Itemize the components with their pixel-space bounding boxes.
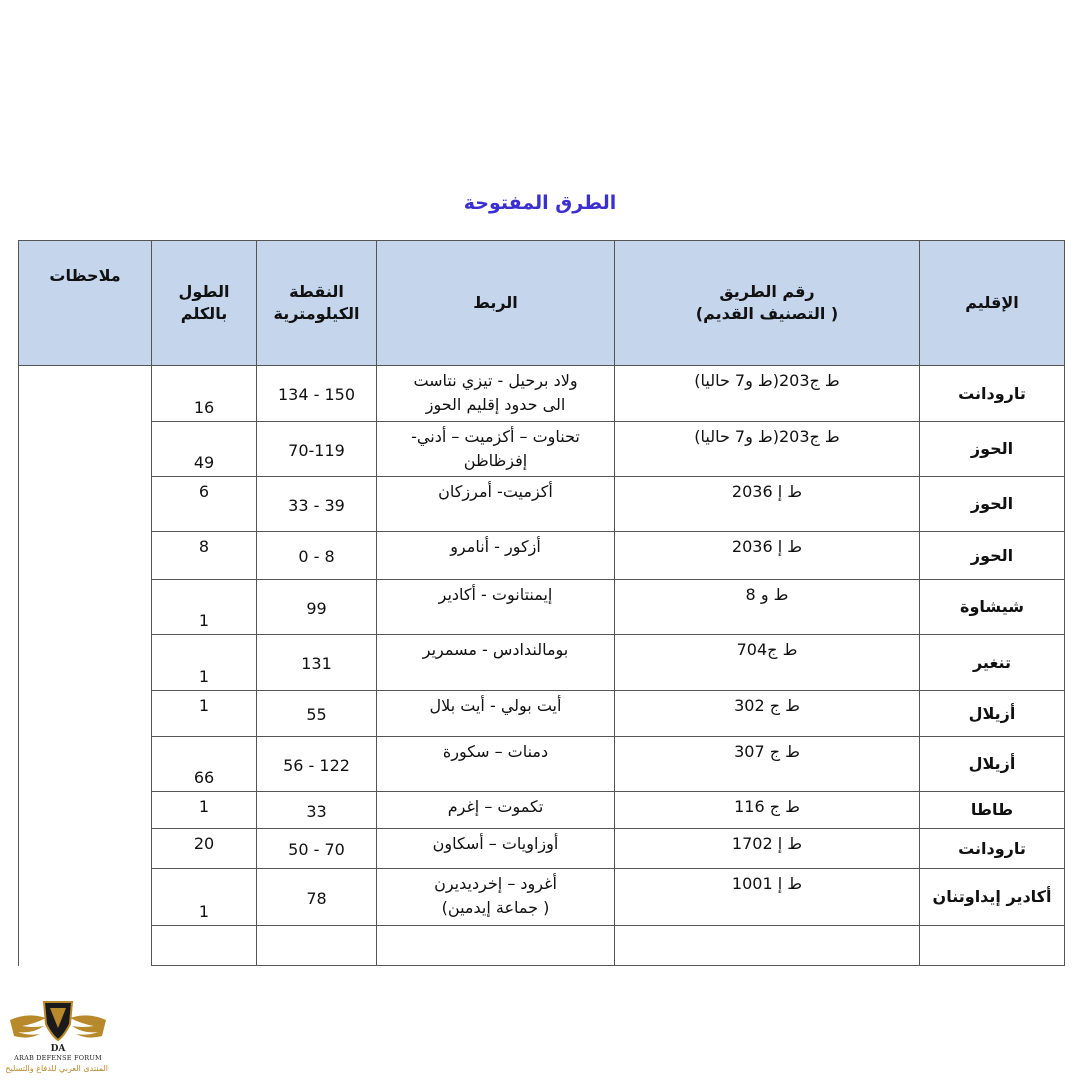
length-cell-line1: 20 <box>193 834 215 853</box>
link-cell-line1: أكزميت- أمرزكان <box>438 482 553 501</box>
length-cell <box>152 422 257 477</box>
logo-text-arabic: المنتدى العربي للدفاع والتسليح <box>5 1064 108 1073</box>
link-cell-line2: إفزظاظن <box>463 451 528 470</box>
road-number-cell <box>615 366 920 422</box>
length-cell <box>152 635 257 691</box>
km-point-cell-line1: 134 - 150 <box>277 385 356 404</box>
km-point-cell <box>257 422 377 477</box>
length-cell <box>152 869 257 926</box>
road-number-header <box>615 241 920 366</box>
province-header: الإقليم <box>920 241 1065 366</box>
length-cell <box>152 737 257 792</box>
logo-text-english: ARAB DEFENSE FORUM <box>14 1054 102 1062</box>
km-point-cell-line1: 131 <box>301 654 332 673</box>
road-number-cell <box>615 422 920 477</box>
link-cell <box>377 869 615 926</box>
province-cell <box>920 477 1065 532</box>
link-cell-line1: أغرود – إخرديديرن <box>434 874 557 893</box>
table-row <box>19 422 1065 477</box>
empty-cell <box>152 926 257 966</box>
link-cell <box>377 635 615 691</box>
km-point-cell <box>257 532 377 580</box>
km-point-cell-line1: 99 <box>306 598 327 618</box>
province-cell-line1: أكادير إيداوتنان <box>932 887 1052 906</box>
link-cell <box>377 829 615 869</box>
km-point-cell <box>257 635 377 691</box>
province-cell <box>920 580 1065 635</box>
km-point-cell-line1: 0 - 8 <box>298 547 335 566</box>
province-cell-line1: أزيلال <box>968 754 1016 773</box>
km-header-line1: النقطة <box>289 282 344 301</box>
link-cell-line1: ولاد برحيل - تيزي نتاست <box>413 371 578 390</box>
empty-cell <box>615 926 920 966</box>
km-point-cell-line1: 50 - 70 <box>288 840 345 859</box>
road-number-cell-line1: ط ج203(ط و7 حاليا) <box>694 427 840 446</box>
link-cell-line2: ( جماعة إيدمين) <box>441 898 550 917</box>
link-cell-line1: أوزاويات – أسكاون <box>432 834 559 853</box>
road-number-cell-line1: ط ج704 <box>736 640 798 659</box>
km-point-cell-line1: 56 - 122 <box>283 755 350 775</box>
province-cell-line1: الحوز <box>970 439 1014 458</box>
road-number-cell-line1: ط إ 1001 <box>731 874 803 893</box>
road-number-cell-line1: ط ج 307 <box>734 742 800 761</box>
table-row <box>19 737 1065 792</box>
road-number-cell <box>615 691 920 737</box>
link-cell-line1: بومالندادس - مسمرير <box>422 640 569 659</box>
road-number-cell <box>615 869 920 926</box>
link-cell <box>377 477 615 532</box>
province-cell-line1: تارودانت <box>958 383 1026 403</box>
notes-cell <box>19 366 152 966</box>
link-cell <box>377 532 615 580</box>
empty-cell <box>920 926 1065 966</box>
length-cell <box>152 792 257 829</box>
length-cell-line1: 1 <box>198 902 210 921</box>
km-point-cell-line1: 33 - 39 <box>288 495 345 515</box>
notes-header: ملاحظات <box>19 241 152 366</box>
province-cell-line1: الحوز <box>970 494 1014 513</box>
road-number-cell <box>615 580 920 635</box>
roads-table-container <box>18 240 1064 921</box>
province-cell <box>920 635 1065 691</box>
table-header-row <box>19 241 1065 366</box>
road-header-line1: رقم الطريق <box>719 282 815 301</box>
empty-cell <box>257 926 377 966</box>
km-point-cell <box>257 737 377 792</box>
link-cell-line1: تحناوت – أكزميت – أدني- <box>411 427 580 446</box>
table-row <box>19 691 1065 737</box>
province-cell-line1: شيشاوة <box>960 597 1024 616</box>
province-cell <box>920 829 1065 869</box>
province-cell <box>920 366 1065 422</box>
length-cell <box>152 580 257 635</box>
table-row <box>19 477 1065 532</box>
length-cell <box>152 532 257 580</box>
km-point-cell-line1: 70-119 <box>288 440 345 460</box>
road-number-cell <box>615 829 920 869</box>
length-cell-line1: 6 <box>198 482 210 501</box>
link-cell <box>377 691 615 737</box>
link-cell-line1: إيمنتانوت - أكادير <box>438 585 553 604</box>
length-cell <box>152 691 257 737</box>
length-cell-line1: 49 <box>193 453 215 472</box>
length-cell-line1: 66 <box>193 768 215 787</box>
open-roads-table <box>18 240 1065 966</box>
page-title: الطرق المفتوحة <box>463 192 617 214</box>
province-cell <box>920 422 1065 477</box>
province-cell-line1: أزيلال <box>968 703 1016 723</box>
road-number-cell-line1: ط إ 1702 <box>731 834 803 853</box>
road-number-cell <box>615 635 920 691</box>
table-row <box>19 829 1065 869</box>
link-cell <box>377 737 615 792</box>
table-row <box>19 580 1065 635</box>
link-cell-line1: تكموت – إغرم <box>447 797 544 816</box>
province-cell-line1: طاطا <box>970 800 1014 819</box>
length-cell-line1: 1 <box>198 611 210 630</box>
link-cell <box>377 422 615 477</box>
empty-cell <box>377 926 615 966</box>
table-row <box>19 532 1065 580</box>
length-header: الطول بالكلم <box>152 241 257 366</box>
link-cell-line1: أيت بولي - أيت بلال <box>429 696 562 715</box>
road-number-cell-line1: ط إ 2036 <box>731 482 803 501</box>
link-cell <box>377 792 615 829</box>
link-cell-line1: دمنات – سكورة <box>442 742 549 761</box>
road-number-cell <box>615 477 920 532</box>
shield-wings-logo-icon <box>8 998 108 1048</box>
link-cell-line2: الى حدود إقليم الحوز <box>425 395 566 414</box>
length-cell-line1: 1 <box>198 696 210 715</box>
link-cell <box>377 580 615 635</box>
table-row <box>19 366 1065 422</box>
km-point-cell <box>257 792 377 829</box>
length-cell-line1: 1 <box>198 667 210 686</box>
length-cell <box>152 366 257 422</box>
km-point-cell <box>257 829 377 869</box>
length-cell-line1: 16 <box>193 398 215 417</box>
logo-initials: DA <box>50 1044 66 1054</box>
province-cell <box>920 737 1065 792</box>
province-cell-line1: تارودانت <box>958 838 1026 858</box>
km-point-cell <box>257 366 377 422</box>
km-point-cell <box>257 869 377 926</box>
road-number-cell <box>615 792 920 829</box>
link-cell-line1: أزكور - أنامرو <box>450 537 541 556</box>
road-number-cell-line1: ط ج203(ط و7 حاليا) <box>694 371 840 390</box>
link-header: الربط <box>377 241 615 366</box>
forum-logo <box>5 998 108 1078</box>
length-cell <box>152 477 257 532</box>
length-cell-line1: 1 <box>198 797 210 816</box>
road-number-cell <box>615 737 920 792</box>
length-cell-line1: 8 <box>198 537 210 556</box>
km-point-cell <box>257 691 377 737</box>
length-cell <box>152 829 257 869</box>
road-header-line2: ( التصنيف القديم) <box>695 304 839 323</box>
province-cell <box>920 532 1065 580</box>
province-cell <box>920 691 1065 737</box>
table-row <box>19 869 1065 926</box>
road-number-cell-line1: ط ج 116 <box>734 797 800 816</box>
km-point-cell-line1: 78 <box>306 888 327 908</box>
table-row-partial <box>19 926 1065 966</box>
road-number-cell-line1: ط إ 2036 <box>731 537 803 556</box>
province-cell <box>920 869 1065 926</box>
km-point-cell <box>257 580 377 635</box>
table-body <box>19 366 1065 966</box>
road-number-cell-line1: ط و 8 <box>745 585 789 604</box>
road-number-cell-line1: ط ج 302 <box>734 696 800 715</box>
table-row <box>19 792 1065 829</box>
km-point-header <box>257 241 377 366</box>
province-cell <box>920 792 1065 829</box>
link-cell <box>377 366 615 422</box>
province-cell-line1: الحوز <box>970 545 1014 565</box>
road-number-cell <box>615 532 920 580</box>
km-point-cell-line1: 33 <box>306 801 327 821</box>
province-cell-line1: تنغير <box>972 652 1012 672</box>
table-row <box>19 635 1065 691</box>
km-point-cell-line1: 55 <box>306 705 327 724</box>
km-point-cell <box>257 477 377 532</box>
km-header-line2: الكيلومترية <box>273 304 360 323</box>
